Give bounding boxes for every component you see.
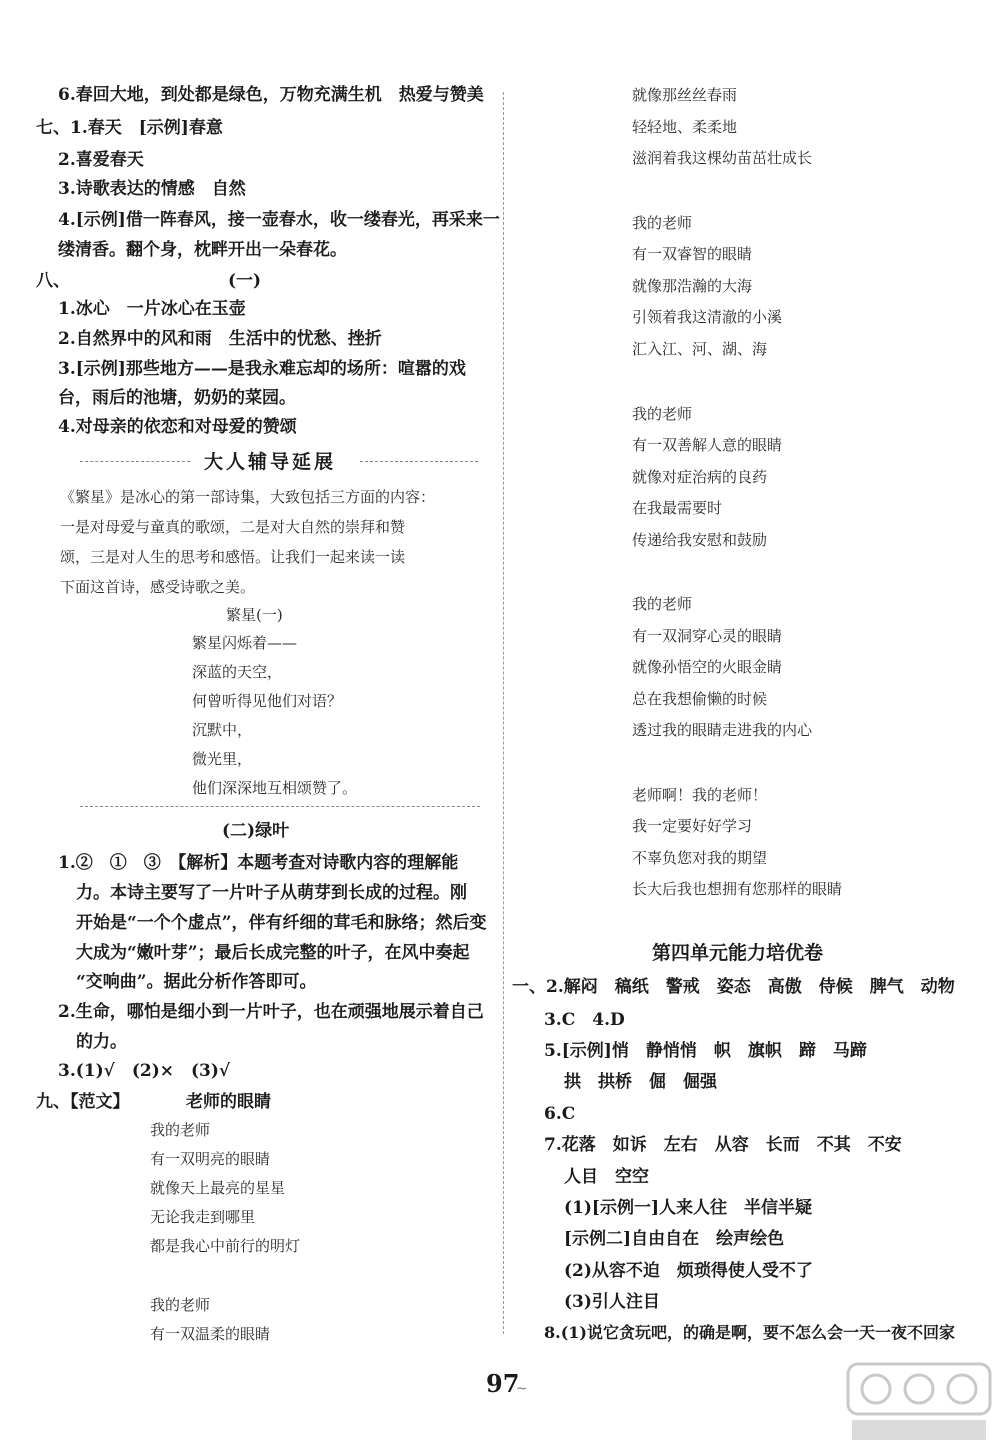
answer-line: 1.冰心 一片冰心在玉壶 <box>58 299 246 319</box>
answer-line: 4.对母亲的依恋和对母爱的赞颂 <box>58 417 297 437</box>
essay-line: 就像天上最亮的星星 <box>150 1179 286 1197</box>
extension-rule-right <box>360 461 478 462</box>
essay-line: 总在我想偷懒的时候 <box>632 690 768 708</box>
extension-rule-bottom <box>80 806 480 807</box>
answer-line: (3)引人注目 <box>564 1292 660 1312</box>
answer-line: 拱 拱桥 倔 倔强 <box>564 1072 717 1092</box>
essay-line: 我的老师 <box>632 405 693 423</box>
answer-line: 1.② ① ③ 【解析】本题考查对诗歌内容的理解能 <box>58 853 459 873</box>
answer-line: 3.C 4.D <box>544 1010 625 1030</box>
answer-line: 3.诗歌表达的情感 自然 <box>58 179 246 199</box>
extension-paragraph: 一是对母爱与童真的歌颂，二是对大自然的崇拜和赞 <box>60 518 406 536</box>
answer-line: 一、2.解闷 稿纸 警戒 姿态 高傲 侍候 脾气 动物 <box>512 977 955 997</box>
answer-line: 6.春回大地，到处都是绿色，万物充满生机 热爱与赞美 <box>58 85 484 105</box>
answer-line: 6.C <box>544 1104 576 1124</box>
poem-line: 深蓝的天空， <box>192 663 283 681</box>
essay-line: 无论我走到哪里 <box>150 1208 256 1226</box>
page-number: 97 <box>486 1369 520 1398</box>
essay-line: 传递给我安慰和鼓励 <box>632 531 768 549</box>
essay-line: 我一定要好好学习 <box>632 817 753 835</box>
answer-line: 2.喜爱春天 <box>58 150 144 170</box>
essay-label: 九、【范文】 <box>36 1092 130 1112</box>
essay-line: 老师啊！我的老师！ <box>632 786 768 804</box>
extension-rule-left <box>80 461 190 462</box>
essay-line: 就像对症治病的良药 <box>632 468 768 486</box>
essay-line: 有一双温柔的眼睛 <box>150 1325 271 1343</box>
section-title: (二)绿叶 <box>222 821 290 841</box>
answer-line: 力。本诗主要写了一片叶子从萌芽到长成的过程。刚 <box>76 883 467 903</box>
answer-line: “交响曲”。据此分析作答即可。 <box>76 972 317 992</box>
answer-line: 开始是“一个个虚点”，伴有纤细的茸毛和脉络；然后变 <box>76 913 487 933</box>
essay-line: 滋润着我这棵幼苗茁壮成长 <box>632 149 813 167</box>
poem-title: 繁星(一) <box>226 606 283 624</box>
essay-line: 都是我心中前行的明灯 <box>150 1237 301 1255</box>
answer-line: (1)[示例一]人来人往 半信半疑 <box>564 1198 813 1218</box>
essay-line: 汇入江、河、湖、海 <box>632 340 768 358</box>
extension-paragraph: 颂，三是对人生的思考和感悟。让我们一起来读一读 <box>60 548 406 566</box>
essay-line: 在我最需要时 <box>632 499 723 517</box>
answer-line: 缕清香。翻个身，枕畔开出一朵春花。 <box>58 240 347 260</box>
essay-line: 就像那丝丝春雨 <box>632 86 738 104</box>
section-title: (一) <box>228 271 262 291</box>
watermark-logo <box>844 1360 994 1446</box>
column-divider <box>503 92 504 1334</box>
essay-line: 有一双睿智的眼睛 <box>632 245 753 263</box>
answer-line: 人目 空空 <box>564 1167 649 1187</box>
poem-line: 微光里， <box>192 750 253 768</box>
answer-line: 8.(1)说它贪玩吧，的确是啊，要不怎么会一天一夜不回家 <box>544 1323 955 1342</box>
essay-line: 有一双明亮的眼睛 <box>150 1150 271 1168</box>
answer-line: 2.自然界中的风和雨 生活中的忧愁、挫折 <box>58 329 382 349</box>
extension-paragraph: 《繁星》是冰心的第一部诗集，大致包括三方面的内容： <box>60 488 436 506</box>
page-number-swash: ~ <box>516 1381 528 1397</box>
essay-line: 我的老师 <box>150 1121 211 1139</box>
answer-line: [示例二]自由自在 绘声绘色 <box>564 1229 785 1249</box>
essay-line: 轻轻地、柔柔地 <box>632 118 738 136</box>
extension-paragraph: 下面这首诗，感受诗歌之美。 <box>60 578 256 596</box>
essay-line: 不辜负您对我的期望 <box>632 849 768 867</box>
answer-line: 4.[示例]借一阵春风，接一壶春水，收一缕春光，再采来一 <box>58 210 500 230</box>
answer-line: (2)从容不迫 烦琐得使人受不了 <box>564 1261 813 1281</box>
poem-line: 他们深深地互相颂赞了。 <box>192 779 358 797</box>
poem-line: 繁星闪烁着—— <box>192 634 298 652</box>
essay-line: 有一双善解人意的眼睛 <box>632 436 783 454</box>
essay-line: 我的老师 <box>150 1296 211 1314</box>
answer-line: 7.花落 如诉 左右 从容 长而 不其 不安 <box>544 1135 902 1155</box>
section-label: 八、 <box>36 271 70 291</box>
extension-title: 大人辅导延展 <box>204 451 337 473</box>
unit-title: 第四单元能力培优卷 <box>652 942 824 964</box>
essay-line: 我的老师 <box>632 214 693 232</box>
poem-line: 沉默中， <box>192 721 253 739</box>
poem-line: 何曾听得见他们对语？ <box>192 692 343 710</box>
essay-line: 长大后我也想拥有您那样的眼睛 <box>632 880 843 898</box>
essay-line: 我的老师 <box>632 595 693 613</box>
answer-line: 2.生命，哪怕是细小到一片叶子，也在顽强地展示着自己 <box>58 1002 484 1022</box>
essay-line: 有一双洞穿心灵的眼睛 <box>632 627 783 645</box>
essay-line: 就像那浩瀚的大海 <box>632 277 753 295</box>
answer-line: 3.[示例]那些地方——是我永难忘却的场所：喧嚣的戏 <box>58 359 466 379</box>
essay-line: 透过我的眼睛走进我的内心 <box>632 721 813 739</box>
answer-line: 大成为“嫩叶芽”；最后长成完整的叶子，在风中奏起 <box>76 943 470 963</box>
essay-title: 老师的眼睛 <box>186 1092 271 1112</box>
answer-line: 3.(1)√ (2)× (3)√ <box>58 1061 231 1081</box>
answer-line: 5.[示例]悄 静悄悄 帜 旗帜 蹄 马蹄 <box>544 1041 867 1061</box>
answer-line: 台，雨后的池塘，奶奶的菜园。 <box>58 388 296 408</box>
answer-line: 的力。 <box>76 1032 127 1052</box>
answer-line: 七、1.春天 [示例]春意 <box>36 118 223 138</box>
essay-line: 就像孙悟空的火眼金睛 <box>632 658 783 676</box>
essay-line: 引领着我这清澈的小溪 <box>632 308 783 326</box>
